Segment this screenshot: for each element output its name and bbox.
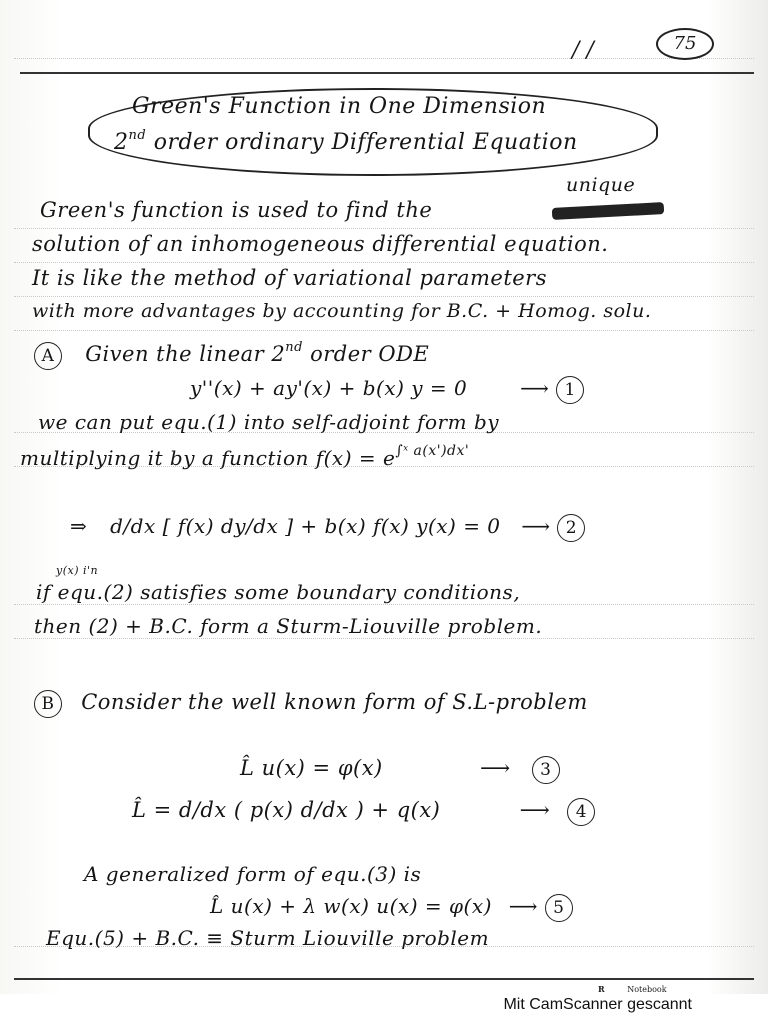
equation-1-label: 1 bbox=[556, 376, 584, 404]
section-a-marker: A bbox=[34, 342, 62, 370]
intro-line-2: solution of an inhomogeneous differential equation. bbox=[32, 232, 609, 256]
equation-2-label: 2 bbox=[557, 514, 585, 542]
section-b-conclusion: Equ.(5) + B.C. ≡ Sturm Liouville problem bbox=[46, 926, 490, 950]
arrow-icon: ⟶ bbox=[519, 798, 551, 822]
date-marks: / / bbox=[572, 38, 594, 63]
intro-line-1: Green's function is used to find the bbox=[40, 198, 433, 222]
title-rest: order ordinary Differential Equation bbox=[153, 130, 578, 155]
title-line-1: Green's Function in One Dimension bbox=[132, 94, 547, 119]
ruled-line bbox=[14, 638, 754, 639]
title-line-2 bbox=[114, 130, 578, 155]
header-rule bbox=[20, 72, 754, 74]
intro-line-3: It is like the method of variational parameters bbox=[32, 266, 548, 290]
section-b-heading bbox=[34, 690, 588, 718]
section-a-text-4: then (2) + B.C. form a Sturm-Liouville problem. bbox=[34, 614, 543, 638]
equation-4-label: 4 bbox=[567, 798, 595, 826]
title-ordinal: 2 bbox=[114, 130, 129, 155]
section-a-text-2-body: multiplying it by a function f(x) = e bbox=[20, 446, 396, 470]
brand-letter: R bbox=[598, 984, 605, 994]
section-a-text-1: we can put equ.(1) into self-adjoint form by bbox=[38, 410, 500, 434]
section-a-heading-rest: order ODE bbox=[310, 342, 430, 366]
page-number: 75 bbox=[656, 28, 714, 60]
equation-3-label: 3 bbox=[532, 756, 560, 784]
implies-icon: ⇒ bbox=[70, 514, 88, 538]
equation-2-text: d/dx [ f(x) dy/dx ] + b(x) f(x) y(x) = 0 bbox=[110, 514, 501, 538]
ruled-line bbox=[14, 228, 754, 229]
equation-4 bbox=[132, 798, 595, 826]
equation-5-text: L̂ u(x) + λ w(x) u(x) = φ(x) bbox=[210, 894, 492, 918]
section-b-marker: B bbox=[34, 690, 62, 718]
arrow-icon: ⟶ bbox=[520, 376, 550, 400]
exponent: ∫ˣ a(x')dx' bbox=[395, 443, 470, 459]
equation-5 bbox=[210, 894, 573, 922]
section-b-text-1: A generalized form of equ.(3) is bbox=[84, 862, 422, 886]
section-a-text-2 bbox=[20, 443, 470, 470]
ruled-line bbox=[14, 296, 754, 297]
brand-name: Notebook bbox=[627, 985, 667, 994]
section-a-heading-sup: nd bbox=[285, 340, 303, 355]
section-a-heading bbox=[34, 342, 429, 370]
section-a-heading-text: Given the linear 2 bbox=[85, 342, 286, 366]
ruled-line bbox=[14, 58, 754, 59]
margin-annotation: y(x) i'n bbox=[56, 564, 99, 577]
scanner-watermark: Mit CamScanner gescannt bbox=[503, 996, 692, 1013]
equation-3-text: L̂ u(x) = φ(x) bbox=[240, 756, 383, 780]
equation-1-text: y''(x) + ay'(x) + b(x) y = 0 bbox=[190, 376, 468, 400]
section-a-text-3: if equ.(2) satisfies some boundary conditions, bbox=[36, 580, 521, 604]
notebook-brand bbox=[598, 984, 667, 994]
title-ordinal-suffix: nd bbox=[128, 128, 147, 143]
arrow-icon: ⟶ bbox=[508, 894, 538, 918]
bottom-rule bbox=[14, 978, 754, 980]
equation-4-text: L̂ = d/dx ( p(x) d/dx ) + q(x) bbox=[132, 798, 441, 822]
correction-word: unique bbox=[566, 174, 636, 196]
arrow-icon: ⟶ bbox=[521, 514, 551, 538]
scribbled-word bbox=[552, 202, 664, 220]
intro-line-4: with more advantages by accounting for B.C. + Homog. solu. bbox=[32, 300, 652, 322]
ruled-line bbox=[14, 604, 754, 605]
equation-3 bbox=[240, 756, 560, 784]
equation-5-label: 5 bbox=[545, 894, 573, 922]
section-b-heading-text: Consider the well known form of S.L-problem bbox=[81, 690, 588, 714]
ruled-line bbox=[14, 262, 754, 263]
equation-2 bbox=[70, 514, 585, 542]
arrow-icon: ⟶ bbox=[479, 756, 511, 780]
ruled-line bbox=[14, 330, 754, 331]
equation-1 bbox=[190, 376, 584, 404]
